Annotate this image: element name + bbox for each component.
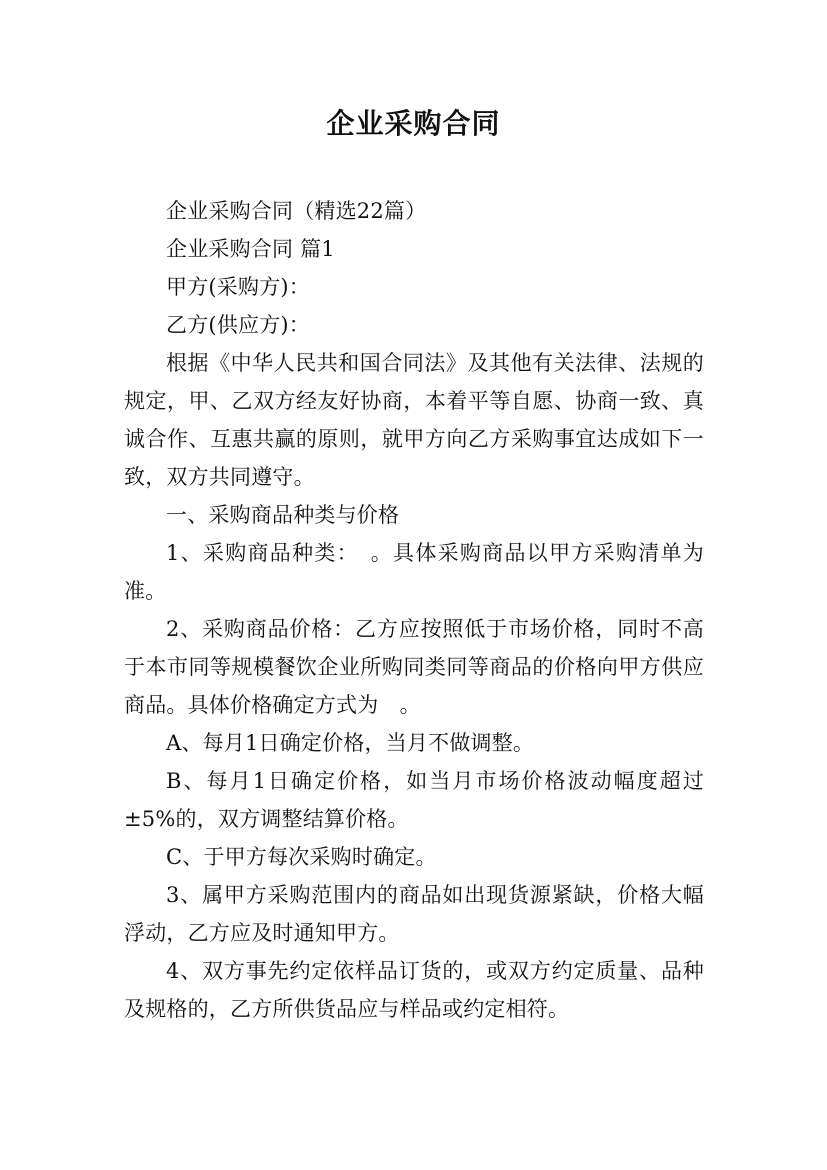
paragraph-option-b: B、每月1日确定价格，如当月市场价格波动幅度超过±5%的，双方调整结算价格。 xyxy=(124,769,704,831)
paragraph-clause-heading: 一、采购商品种类与价格 xyxy=(166,503,400,527)
paragraph-section-heading: 企业采购合同 篇1 xyxy=(166,237,335,261)
paragraph-subtitle: 企业采购合同（精选22篇） xyxy=(166,199,427,223)
paragraph-clause-3: 3、属甲方采购范围内的商品如出现货源紧缺，价格大幅浮动，乙方应及时通知甲方。 xyxy=(124,883,704,945)
paragraph-clause-1: 1、采购商品种类： 。具体采购商品以甲方采购清单为准。 xyxy=(124,541,704,603)
paragraph-clause-4: 4、双方事先约定依样品订货的，或双方约定质量、品种及规格的，乙方所供货品应与样品或约定相符。 xyxy=(124,959,704,1021)
document-title: 企业采购合同 xyxy=(326,107,501,140)
paragraph-party-b: 乙方(供应方)： xyxy=(166,313,310,337)
paragraph-clause-2: 2、采购商品价格：乙方应按照低于市场价格，同时不高于本市同等规模餐饮企业所购同类同等商品的价格向甲方供应商品。具体价格确定方式为 。 xyxy=(124,617,704,717)
document-body xyxy=(124,192,704,1028)
paragraph-option-a: A、每月1日确定价格，当月不做调整。 xyxy=(166,731,535,755)
paragraph-party-a: 甲方(采购方)： xyxy=(166,275,310,299)
paragraph-preamble: 根据《中华人民共和国合同法》及其他有关法律、法规的规定，甲、乙双方经友好协商，本着平等自愿、协商一致、真诚合作、互惠共赢的原则，就甲方向乙方采购事宜达成如下一致，双方共同遵守。 xyxy=(124,351,704,489)
paragraph-option-c: C、于甲方每次采购时确定。 xyxy=(166,845,437,869)
